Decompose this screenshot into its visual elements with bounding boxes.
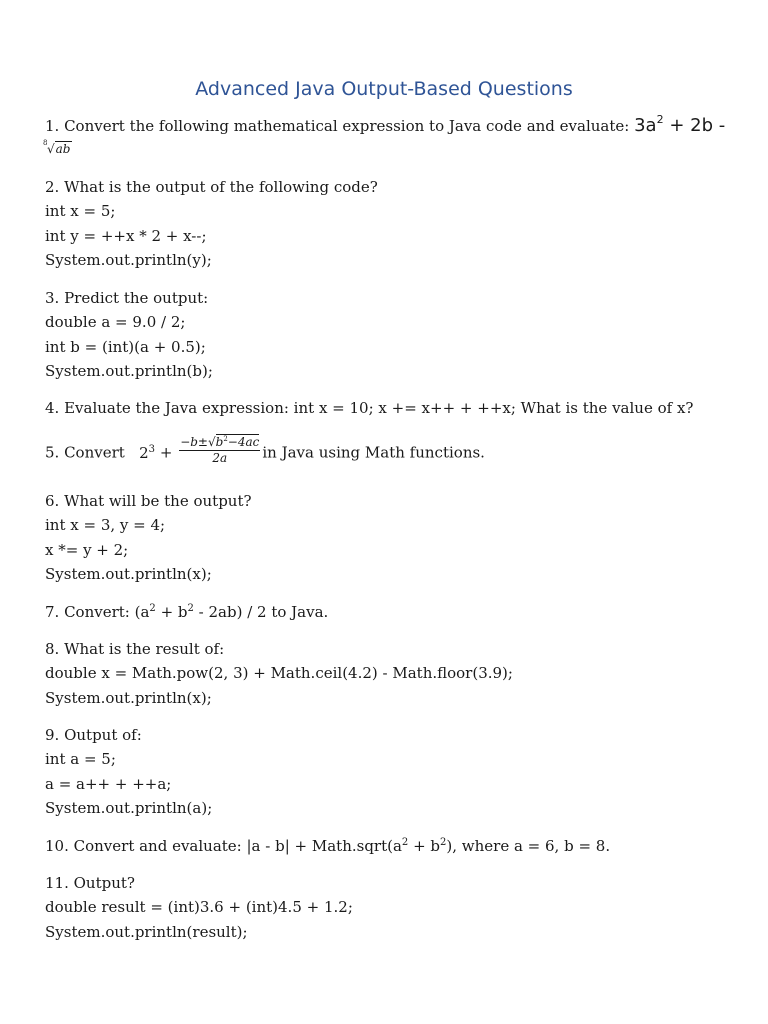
eighth-root: 8 √ab (43, 139, 71, 157)
code-line: System.out.println(a); (45, 798, 213, 817)
code-line: double x = Math.pow(2, 3) + Math.ceil(4.2) - Math.floor(3.9); (45, 664, 513, 683)
question-8-line: 8. What is the result of: (45, 640, 225, 658)
question-3 (45, 286, 735, 383)
question-6-line: 6. What will be the output? (45, 492, 252, 510)
code-line: int x = 5; (45, 202, 116, 221)
code-line: System.out.println(x); (45, 564, 212, 583)
question-9 (45, 723, 735, 820)
code-line: double result = (int)3.6 + (int)4.5 + 1.2; (45, 898, 353, 917)
code-line: System.out.println(result); (45, 922, 248, 941)
question-2-line: 2. What is the output of the following code? (45, 178, 378, 196)
question-10: 10. Convert and evaluate: $|a - b| + Math.sqrt(a^2 + b^2)$, where a = 6, b = 8. (45, 837, 611, 855)
question-4 (45, 396, 735, 420)
code-line: a = a++ + ++a; (45, 774, 172, 793)
code-line: int x = 3, y = 4; (45, 516, 166, 535)
question-8 (45, 637, 735, 710)
plus-sign: + (159, 443, 173, 462)
question-5 (45, 435, 735, 469)
question-1 (45, 114, 735, 162)
power-term: $2^3$ (139, 443, 156, 462)
question-11 (45, 871, 735, 944)
question-7: 7. Convert: $(a^2 + b^2 - 2ab) / 2$ to Java. (45, 603, 329, 621)
quadratic-fraction: $\frac{-b\pm√b^2-4ac}{2a}$ (180, 435, 260, 465)
question-5-prefix: 5. Convert (45, 443, 125, 462)
code-line: int a = 5; (45, 750, 116, 769)
question-9-line: 9. Output of: (45, 726, 142, 744)
question-1-text: 1. Convert the following mathematical expression to Java code and evaluate: (45, 117, 630, 135)
code-line: System.out.println(x); (45, 688, 212, 707)
question-4-text: 4. Evaluate the Java expression: int x = 10; x += x++ + ++x; What is the value of x? (45, 399, 694, 417)
code-line: double a = 9.0 / 2; (45, 313, 186, 332)
code-line: int y = ++x * 2 + x--; (45, 226, 207, 245)
question-5-suffix: in Java using Math functions. (262, 443, 485, 462)
question-2 (45, 175, 735, 272)
code-line: System.out.println(b); (45, 361, 213, 380)
question-3-line: 3. Predict the output: (45, 289, 209, 307)
code-line: x *= y + 2; (45, 540, 129, 559)
code-line: System.out.println(y); (45, 250, 212, 269)
question-11-line: 11. Output? (45, 874, 135, 892)
page-title: Advanced Java Output-Based Questions (195, 78, 573, 100)
code-line: int b = (int)(a + 0.5); (45, 337, 206, 356)
question-1-expression: $3a^2 + 2b$ - (634, 113, 726, 136)
question-6 (45, 489, 735, 586)
